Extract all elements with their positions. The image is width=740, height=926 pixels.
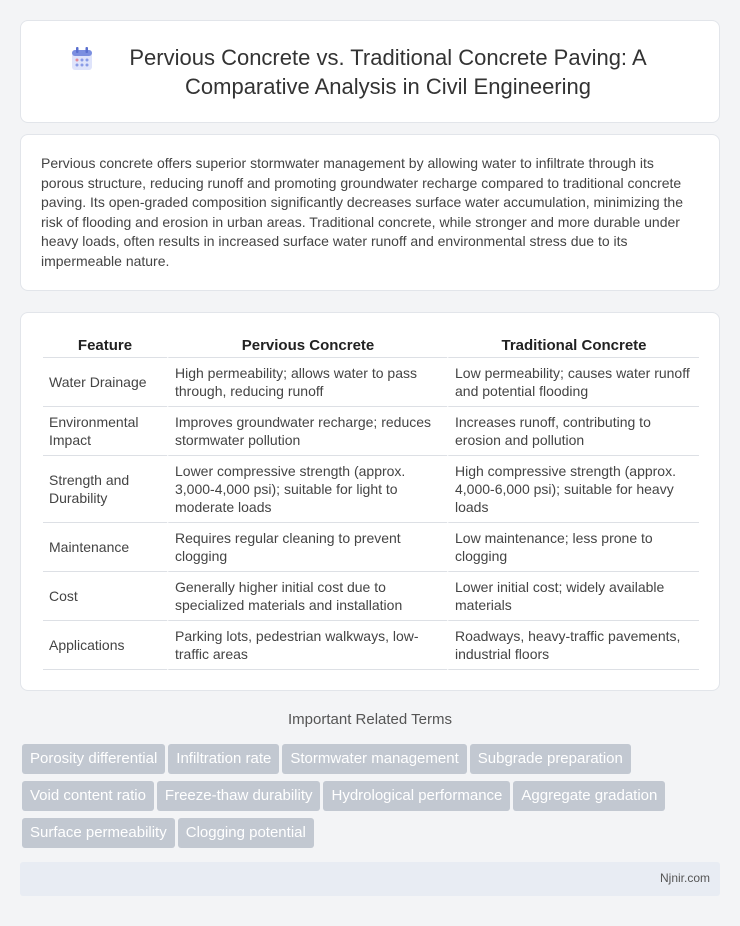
related-terms-title: Important Related Terms	[288, 711, 452, 728]
comparison-table-card	[20, 312, 720, 691]
table-cell-traditional: Increases runoff, contributing to erosion and pollution	[447, 407, 699, 456]
table-cell-traditional: Roadways, heavy-traffic pavements, industrial floors	[447, 621, 699, 670]
table-row	[43, 621, 699, 670]
term-tag[interactable]: Clogging potential	[178, 818, 314, 848]
table-cell-pervious: Parking lots, pedestrian walkways, low-traffic areas	[167, 621, 447, 670]
table-cell-pervious: Improves groundwater recharge; reduces stormwater pollution	[167, 407, 447, 456]
title-wrap	[21, 43, 719, 101]
related-terms-tags	[22, 744, 722, 855]
table-cell-pervious: Generally higher initial cost due to specialized materials and installation	[167, 572, 447, 621]
table-row	[43, 358, 699, 407]
table-cell-feature: Strength and Durability	[43, 456, 167, 523]
term-tag[interactable]: Void content ratio	[22, 781, 154, 811]
table-cell-traditional: High compressive strength (approx. 4,000-6,000 psi); suitable for heavy loads	[447, 456, 699, 523]
table-cell-pervious: Lower compressive strength (approx. 3,000-4,000 psi); suitable for light to moderate loads	[167, 456, 447, 523]
table-header-row	[43, 333, 699, 358]
table-cell-traditional: Low maintenance; less prone to clogging	[447, 523, 699, 572]
table-cell-traditional: Low permeability; causes water runoff and potential flooding	[447, 358, 699, 407]
table-cell-feature: Environmental Impact	[43, 407, 167, 456]
table-cell-pervious: Requires regular cleaning to prevent clogging	[167, 523, 447, 572]
term-tag[interactable]: Freeze-thaw durability	[157, 781, 321, 811]
table-row	[43, 572, 699, 621]
table-cell-feature: Applications	[43, 621, 167, 670]
footer	[20, 862, 720, 896]
term-tag[interactable]: Surface permeability	[22, 818, 175, 848]
title-card	[20, 20, 720, 123]
table-cell-feature: Cost	[43, 572, 167, 621]
table-cell-feature: Water Drainage	[43, 358, 167, 407]
comparison-table	[43, 333, 699, 670]
table-cell-traditional: Lower initial cost; widely available materials	[447, 572, 699, 621]
term-tag[interactable]: Infiltration rate	[168, 744, 279, 774]
calendar-icon	[71, 47, 93, 71]
term-tag[interactable]: Aggregate gradation	[513, 781, 665, 811]
page-title: Pervious Concrete vs. Traditional Concrete Paving: A Comparative Analysis in Civil Engineering	[129, 45, 647, 99]
footer-site-link[interactable]: Njnir.com	[659, 871, 710, 885]
term-tag[interactable]: Hydrological performance	[323, 781, 510, 811]
summary-text: Pervious concrete offers superior stormwater management by allowing water to infiltrate through its porous structure, reducing runoff and promoting groundwater recharge compared to traditional concrete paving. Its open-graded composition significantly decreases surface water accumulation, minimizing the risk of flooding and erosion in urban areas. Traditional concrete, while stronger and more durable under heavy loads, often results in increased surface water runoff and environmental stress due to its impermeable nature.	[41, 155, 683, 269]
term-tag[interactable]: Stormwater management	[282, 744, 466, 774]
table-row	[43, 523, 699, 572]
header-feature: Feature	[43, 333, 167, 358]
table-cell-pervious: High permeability; allows water to pass through, reducing runoff	[167, 358, 447, 407]
term-tag[interactable]: Porosity differential	[22, 744, 165, 774]
table-row	[43, 407, 699, 456]
table-cell-feature: Maintenance	[43, 523, 167, 572]
header-traditional: Traditional Concrete	[447, 333, 699, 358]
summary-card	[20, 134, 720, 291]
table-row	[43, 456, 699, 523]
header-pervious: Pervious Concrete	[167, 333, 447, 358]
term-tag[interactable]: Subgrade preparation	[470, 744, 631, 774]
